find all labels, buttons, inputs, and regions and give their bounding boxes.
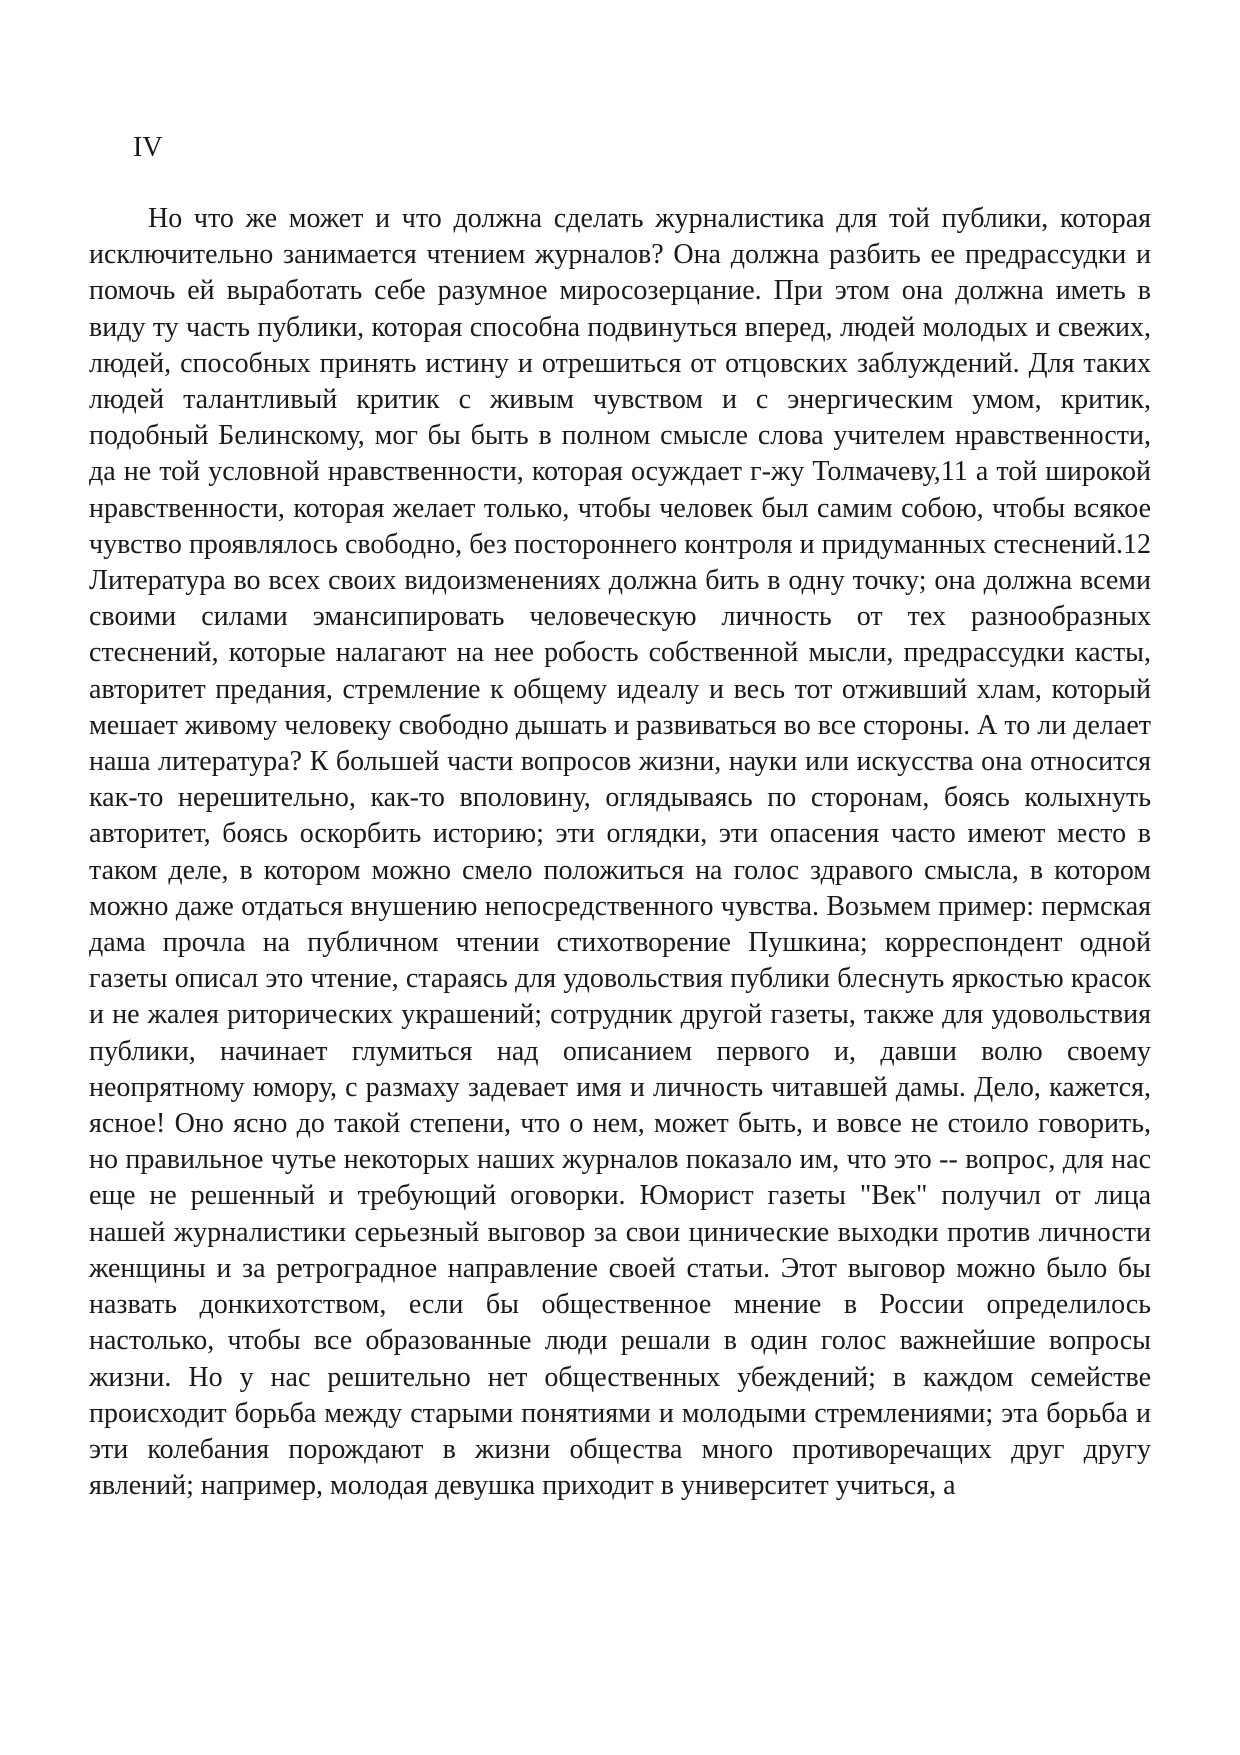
body-paragraph: Но что же может и что должна сделать журналистика для той публики, которая исключительно занимается чтением журналов? Она должна разбить ее предрассудки и помочь ей выработать себе разумное миросозерцание. При этом она должна иметь в виду ту часть публики, которая способна подвинуться вперед, людей молодых и свежих, людей, способных принять истину и отрешиться от отцовских заблуждений. Для таких людей талантливый критик с живым чувством и с энергическим умом, критик, подобный Белинскому, мог бы быть в полном смысле слова учителем нравственности, да не той условной нравственности, которая осуждает г-жу Толмачеву,11 а той широкой нравственности, которая желает только, чтобы человек был самим собою, чтобы всякое чувство проявлялось свободно, без постороннего контроля и придуманных стеснений.12 Литература во всех своих видоизменениях должна бить в одну точку; она должна всеми своими силами эмансипировать человеческую личность от тех разнообразных стеснений, которые налагают на нее робость собственной мысли, предрассудки касты, авторитет предания, стремление к общему идеалу и весь тот отживший хлам, который мешает живому человеку свободно дышать и развиваться во все стороны. А то ли делает наша литература? К большей части вопросов жизни, науки или искусства она относится как-то нерешительно, как-то вполовину, оглядываясь по сторонам, боясь колыхнуть авторитет, боясь оскорбить историю; эти оглядки, эти опасения часто имеют место в таком деле, в котором можно смело положиться на голос здравого смысла, в котором можно даже отдаться внушению непосредственного чувства. Возьмем пример: пермская дама прочла на публичном чтении стихотворение Пушкина; корреспондент одной газеты описал это чтение, стараясь для удовольствия публики блеснуть яркостью красок и не жалея риторических украшений; сотрудник другой газеты, также для удовольствия публики, начинает глумиться над описанием первого и, давши волю своему неопрятному юмору, с размаху задевает имя и личность читавшей дамы. Дело, кажется, ясное! Оно ясно до такой степени, что о нем, может быть, и вовсе не стоило говорить, но правильное чутье некоторых наших журналов показало им, что это -- вопрос, для нас еще не решенный и требующий оговорки. Юморист газеты "Век" получил от лица нашей журналистики серьезный выговор за свои цинические выходки против личности женщины и за ретроградное направление своей статьи. Этот выговор можно было бы назвать донкихотством, если бы общественное мнение в России определилось настолько, чтобы все образованные люди решали в один голос важнейшие вопросы жизни. Но у нас решительно нет общественных убеждений; в каждом семействе происходит борьба между старыми понятиями и молодыми стремлениями; эта борьба и эти колебания порождают в жизни общества много противоречащих друг другу явлений; например, молодая девушка приходит в университет учиться, а [89, 203, 1151, 1502]
section-number: IV [133, 132, 163, 163]
